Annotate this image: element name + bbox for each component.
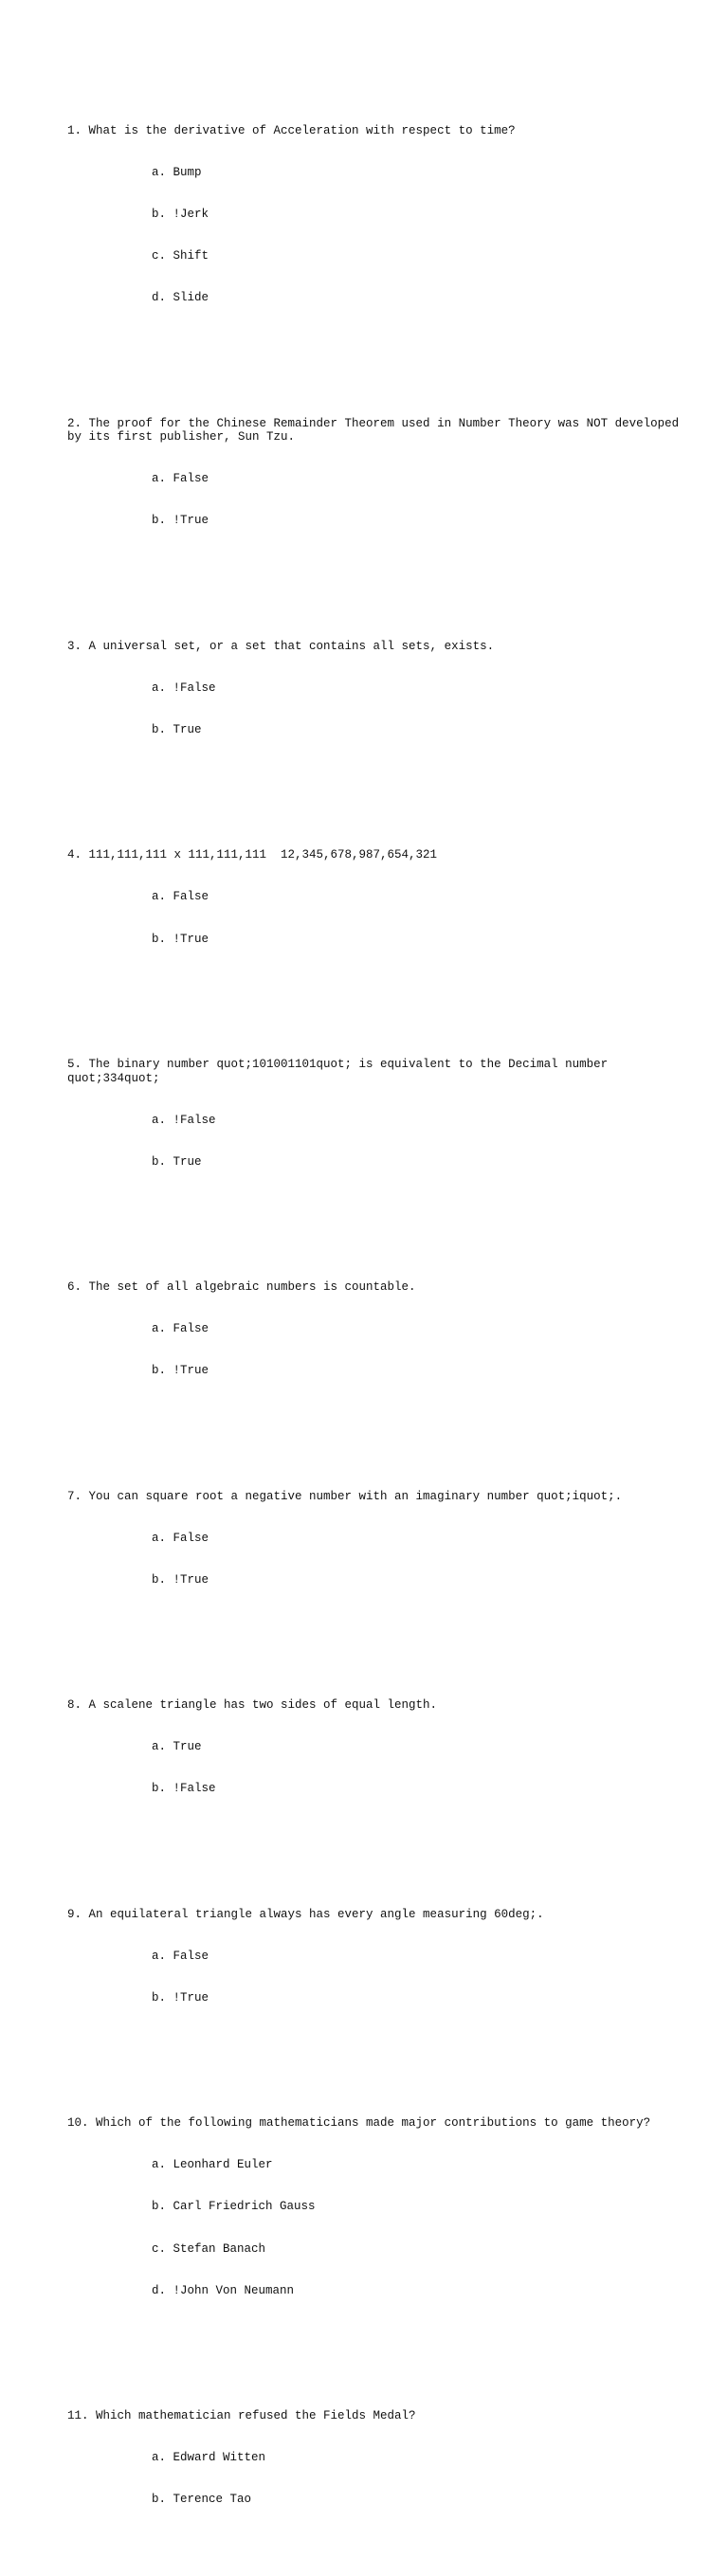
- answer-option: b. !Jerk: [152, 208, 209, 222]
- answer-option: a. True: [152, 1740, 202, 1754]
- answer-option: b. !False: [152, 1782, 216, 1796]
- answer-option: d. !John Von Neumann: [152, 2283, 295, 2297]
- answer-option: a. Leonhard Euler: [152, 2158, 273, 2172]
- question-text: 7. You can square root a negative number with an imaginary number quot;iquot;.: [67, 1489, 623, 1503]
- answer-option: b. !True: [152, 932, 209, 946]
- quiz-document: [67, 68, 693, 2576]
- question-text: 5. The binary number quot;101001101quot; is equivalent to the Decimal number quot;334quot;: [67, 1057, 615, 1085]
- answer-option: a. False: [152, 890, 209, 904]
- answer-option: a. !False: [152, 1113, 216, 1127]
- question-8: [67, 1671, 693, 1824]
- answer-option: d. Slide: [152, 291, 209, 305]
- question-9: [67, 1879, 693, 2033]
- question-2: [67, 389, 693, 555]
- answer-option: a. !False: [152, 680, 216, 695]
- question-text: 3. A universal set, or a set that contains all sets, exists.: [67, 639, 495, 653]
- question-10: [67, 2089, 693, 2326]
- answer-option: b. Terence Tao: [152, 2493, 252, 2507]
- answer-option: c. Shift: [152, 249, 209, 263]
- question-4: [67, 821, 693, 974]
- question-text: 6. The set of all algebraic numbers is countable.: [67, 1280, 416, 1295]
- answer-option: b. !True: [152, 514, 209, 528]
- question-1: [67, 96, 693, 333]
- question-6: [67, 1253, 693, 1406]
- question-5: [67, 1029, 693, 1196]
- question-7: [67, 1461, 693, 1615]
- answer-option: a. False: [152, 1949, 209, 1963]
- question-3: [67, 611, 693, 765]
- answer-option: a. Edward Witten: [152, 2451, 266, 2465]
- answer-option: b. !True: [152, 1364, 209, 1378]
- answer-option: b. True: [152, 1154, 202, 1169]
- answer-option: b. Carl Friedrich Gauss: [152, 2200, 316, 2214]
- question-11: [67, 2382, 693, 2535]
- answer-option: a. False: [152, 472, 209, 486]
- answer-option: b. True: [152, 723, 202, 737]
- answer-option: a. Bump: [152, 165, 202, 179]
- answer-option: a. False: [152, 1531, 209, 1545]
- answer-option: c. Stefan Banach: [152, 2241, 266, 2256]
- answer-option: a. False: [152, 1322, 209, 1336]
- answer-option: b. !True: [152, 1572, 209, 1587]
- question-text: 2. The proof for the Chinese Remainder Theorem used in Number Theory was NOT developed by its first publisher, Sun Tzu.: [67, 416, 686, 444]
- question-text: 8. A scalene triangle has two sides of equal length.: [67, 1698, 438, 1713]
- question-text: 10. Which of the following mathematicians made major contributions to game theory?: [67, 2116, 651, 2131]
- answer-option: b. !True: [152, 1990, 209, 2005]
- question-text: 9. An equilateral triangle always has every angle measuring 60deg;.: [67, 1907, 544, 1921]
- question-text: 1. What is the derivative of Acceleration with respect to time?: [67, 123, 516, 137]
- question-text: 4. 111,111,111 x 111,111,111 12,345,678,987,654,321: [67, 848, 438, 862]
- question-text: 11. Which mathematician refused the Fields Medal?: [67, 2408, 416, 2422]
